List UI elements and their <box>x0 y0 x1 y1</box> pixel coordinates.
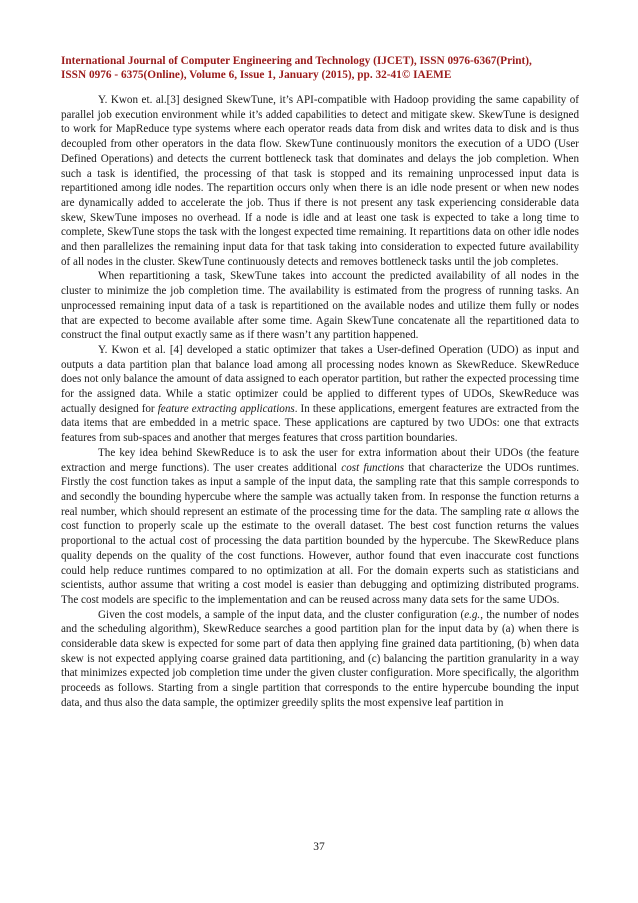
paragraph-skewtune: Y. Kwon et. al.[3] designed SkewTune, it’s API-compatible with Hadoop providing the same capability of parallel job execution environment while it’s added capabilities to detect and mitigate skew. SkewTune is designed to work for MapReduce type systems where each operator reads data from disk and writes data to disk and is thus decoupled from other operators in the data flow. SkewTune continuously monitors the execution of a UDO (User Defined Operations) and detects the current bottleneck task that dominates and delays the job completion. When such a task is identified, the processing of that task is stopped and its remaining unprocessed input data is repartitioned among idle nodes. The repartition occurs only when there is an idle node present or when new nodes are dynamically added to accelerate the job. Thus if there is not present any task experiencing considerable data skew, SkewTune imposes no overhead. If a node is idle and at least one task is expected to take a long time to complete, SkewTune stops the task with the longest expected time remaining. It repartitions data on other idle nodes and then parallelizes the remaining input data for that task taking into consideration to expected future availability of all nodes in the cluster. SkewTune continuously detects and removes bottleneck tasks until the job completes. <box>61 94 579 268</box>
emphasis-feature-extracting: feature extracting applications <box>157 402 295 415</box>
paragraph-text: Y. Kwon et al. [4] developed a static optimizer that takes a User-defined Operation (UDO) as input and outputs a data partition plan that balance load among all processing nodes known as SkewReduce. SkewReduce does not only balance the amount of data assigned to each operator partition, but rather the expected processing time for the assigned data. While a static optimizer could be applied to different types of UDOs, SkewReduce was actually designed for <box>61 343 579 415</box>
article-body <box>61 93 579 711</box>
paragraph-cost-functions <box>61 446 579 608</box>
page-number: 37 <box>313 841 325 853</box>
paragraph-text: that characterize the UDOs runtimes. Firstly the cost function takes as input a sample of the input data, the sampling rate that this sample corresponds to and secondly the bounding hypercube where the sample was actually taken from. In response the function returns a real number, which should represent an estimate of the processing time for the data. The sampling rate α allows the cost function to properly scale up the estimate to the overall dataset. The best cost function returns the values proportional to the actual cost of processing the data partition bounded by the hypercube. The SkewReduce plans quality depends on the quality of the cost functions. However, author found that even inaccurate cost functions could help reduce runtimes compared to no optimization at all. For the domain experts such as statisticians and scientists, author assume that writing a cost model is easier than debugging and optimizing distributed programs. The cost models are specific to the implementation and can be reused across many data sets for the same UDOs. <box>61 461 579 606</box>
paragraph-text: , the number of nodes and the scheduling algorithm), SkewReduce searches a good partition plan for the input data by (a) when there is considerable data skew is expected for some part of data then applying fine grained data partitioning, (b) when data skew is not expected applying coarse grained data partitioning, and (c) balancing the partition granularity in a way that minimizes expected job completion time under the given cluster configuration. More specifically, the algorithm proceeds as follows. Starting from a single partition that corresponds to the entire hypercube bounding the input data, and thus also the data sample, the optimizer greedily splits the most expensive leaf partition in <box>61 608 579 709</box>
header-line-2: ISSN 0976 - 6375(Online), Volume 6, Issue 1, January (2015), pp. 32-41© IAEME <box>61 69 452 81</box>
paragraph-partition-plan <box>61 608 579 711</box>
header-line-1: International Journal of Computer Engineering and Technology (IJCET), ISSN 0976-6367(Print), <box>61 55 532 67</box>
paragraph-text: Given the cost models, a sample of the input data, and the cluster configuration ( <box>98 608 465 621</box>
emphasis-eg: e.g. <box>464 608 481 621</box>
paragraph-repartitioning: When repartitioning a task, SkewTune takes into account the predicted availability of all nodes in the cluster to minimize the job completion time. The availability is estimated from the progress of running tasks. An unprocessed remaining input data of a task is repartitioned on the available nodes and utilize them fully or nodes that are expected to become available after some time. Again SkewTune concatenate all the repartitioned data to construct the final output exactly same as if there wasn’t any partition happened. <box>61 270 579 342</box>
paragraph-skewreduce <box>61 343 579 446</box>
paragraph-text: . In these applications, emergent features are extracted from the data items that are embedded in a metric space. These applications are captured by two UDOs: one that extracts features from sub-spaces and another that merges features that cross partition boundaries. <box>61 402 579 445</box>
journal-header <box>61 54 579 82</box>
emphasis-cost-functions: cost functions <box>341 461 405 474</box>
paragraph-text: The key idea behind SkewReduce is to ask the user for extra information about their UDOs (the feature extraction and merge functions). The user creates additional <box>61 446 579 474</box>
